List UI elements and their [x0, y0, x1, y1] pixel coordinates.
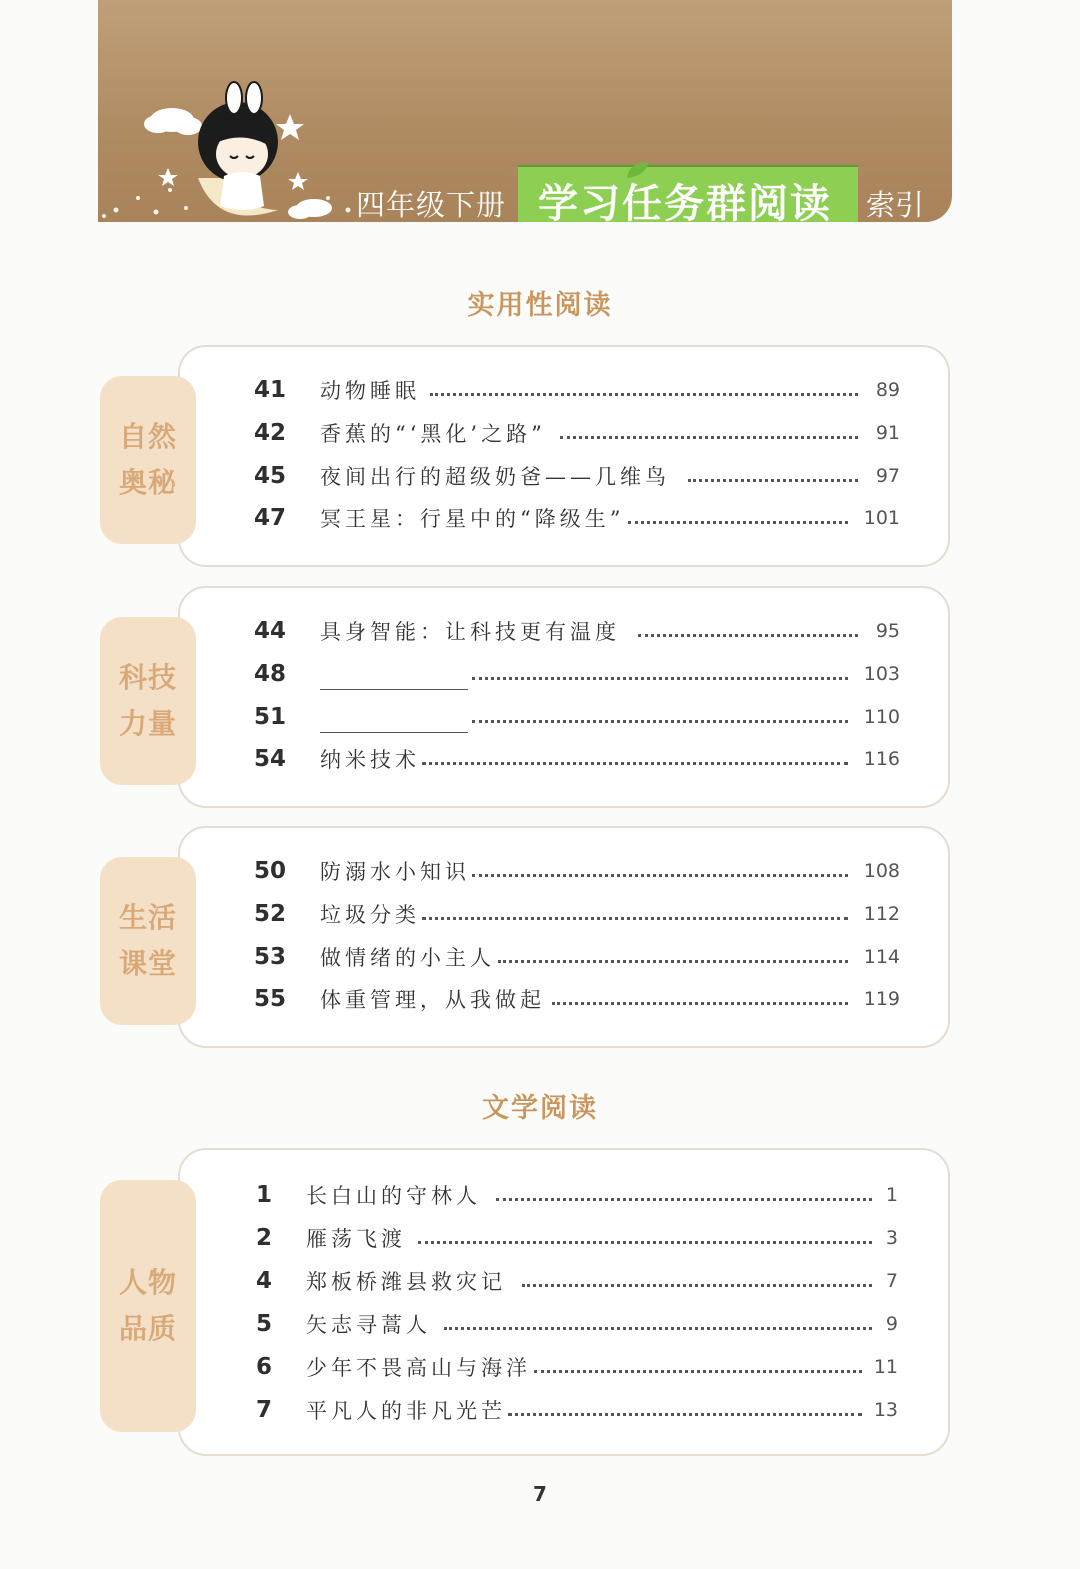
toc-entry[interactable]: [180, 1260, 948, 1302]
entry-title: 体重管理，从我做起: [320, 988, 545, 1012]
entry-number: 45: [254, 463, 287, 489]
page-number: 7: [533, 1482, 547, 1506]
entry-title: 少年不畏高山与海洋: [306, 1356, 531, 1380]
group-tab-life: [100, 857, 196, 1025]
group-card-character: [178, 1148, 950, 1456]
group-label: 品质: [118, 1312, 177, 1345]
entry-number: 4: [256, 1268, 273, 1294]
group-label: 课堂: [118, 947, 177, 980]
group-label: 人物: [118, 1266, 177, 1299]
entry-page: 7: [885, 1270, 898, 1292]
entry-page: 1: [885, 1184, 898, 1206]
toc-entry[interactable]: [180, 936, 948, 978]
dot-leader: [508, 1413, 862, 1416]
book-title: 学习任务群阅读: [538, 181, 832, 222]
entry-number: 51: [254, 704, 287, 730]
entry-page: 9: [885, 1313, 898, 1335]
entry-title: 平凡人的非凡光芒: [306, 1399, 506, 1423]
toc-entry[interactable]: [180, 369, 948, 411]
entry-number: 53: [254, 944, 287, 970]
entry-title: 香蕉的“‘黑化’之路”: [320, 422, 546, 446]
dot-leader: [444, 1327, 872, 1330]
entry-title: 纳米技术: [320, 748, 420, 772]
dot-leader: [418, 1241, 872, 1244]
entry-number: 47: [254, 505, 287, 531]
entry-title: 长白山的守林人: [306, 1184, 481, 1208]
entry-number: 50: [254, 858, 287, 884]
toc-entry[interactable]: [180, 1303, 948, 1345]
entry-title: 冥王星：行星中的“降级生”: [320, 507, 625, 531]
group-label: 科技: [118, 661, 177, 694]
dot-leader: [430, 393, 858, 396]
entry-page: 108: [863, 860, 900, 882]
entry-page: 101: [863, 507, 900, 529]
dot-leader: [496, 1198, 872, 1201]
dot-leader: [638, 634, 858, 637]
entry-number: 42: [254, 420, 287, 446]
entry-title: 做情绪的小主人: [320, 946, 495, 970]
dot-leader: [688, 479, 858, 482]
dot-leader: [534, 1370, 862, 1373]
entry-number: 55: [254, 986, 287, 1012]
dot-leader: [472, 874, 848, 877]
group-label: 力量: [118, 707, 177, 740]
toc-entry[interactable]: [180, 412, 948, 454]
dot-leader: [552, 1002, 848, 1005]
entry-page: 110: [863, 706, 900, 728]
index-label: 索引: [866, 188, 925, 222]
dot-leader: [560, 436, 858, 439]
toc-entry[interactable]: [180, 497, 948, 539]
entry-page: 114: [863, 946, 900, 968]
entry-number: 6: [256, 1354, 273, 1380]
section-heading-literary: 文学阅读: [482, 1093, 598, 1124]
entry-page: 97: [875, 465, 900, 487]
entry-page: 11: [873, 1356, 898, 1378]
header-banner: [98, 0, 952, 222]
group-tab-technology: [100, 617, 196, 785]
toc-entry[interactable]: [180, 610, 948, 652]
entry-number: 1: [256, 1182, 273, 1208]
group-tab-nature: [100, 376, 196, 544]
toc-entry[interactable]: [180, 1389, 948, 1431]
entry-number: 52: [254, 901, 287, 927]
toc-entry[interactable]: [180, 1346, 948, 1388]
fill-in-blank-line: [320, 732, 468, 733]
group-card-nature: [178, 345, 950, 567]
entry-page: 95: [875, 620, 900, 642]
group-label: 自然: [118, 420, 177, 453]
entry-page: 119: [863, 988, 900, 1010]
dot-leader: [628, 521, 848, 524]
group-card-technology: [178, 586, 950, 808]
toc-entry[interactable]: [180, 696, 948, 738]
dot-leader: [422, 917, 848, 920]
toc-entry[interactable]: [180, 978, 948, 1020]
toc-entry[interactable]: [180, 1174, 948, 1216]
entry-number: 44: [254, 618, 287, 644]
entry-page: 13: [873, 1399, 898, 1421]
dot-leader: [422, 762, 848, 765]
section-heading-practical: 实用性阅读: [467, 290, 613, 321]
entry-title: 防溺水小知识: [320, 860, 470, 884]
entry-page: 89: [875, 379, 900, 401]
dot-leader: [472, 720, 848, 723]
dot-leader: [498, 960, 848, 963]
toc-entry[interactable]: [180, 455, 948, 497]
toc-entry[interactable]: [180, 893, 948, 935]
toc-entry[interactable]: [180, 1217, 948, 1259]
grade-label: 四年级下册: [356, 188, 507, 222]
entry-number: 48: [254, 661, 287, 687]
toc-entry[interactable]: [180, 850, 948, 892]
entry-number: 2: [256, 1225, 273, 1251]
entry-number: 5: [256, 1311, 273, 1337]
toc-entry[interactable]: [180, 738, 948, 780]
dot-leader: [522, 1284, 872, 1287]
entry-number: 54: [254, 746, 287, 772]
group-label: 奥秘: [118, 466, 177, 499]
entry-page: 116: [863, 748, 900, 770]
entry-title: 雁荡飞渡: [306, 1227, 406, 1251]
group-label: 生活: [118, 901, 177, 934]
toc-entry[interactable]: [180, 653, 948, 695]
entry-title: 郑板桥潍县救灾记: [306, 1270, 506, 1294]
dot-leader: [472, 677, 848, 680]
entry-page: 112: [863, 903, 900, 925]
entry-number: 41: [254, 377, 287, 403]
entry-title: 矢志寻蒿人: [306, 1313, 431, 1337]
fill-in-blank-line: [320, 689, 468, 690]
entry-title: 垃圾分类: [320, 903, 420, 927]
entry-page: 3: [885, 1227, 898, 1249]
entry-number: 7: [256, 1397, 273, 1423]
entry-page: 103: [863, 663, 900, 685]
group-card-life: [178, 826, 950, 1048]
entry-title: 具身智能：让科技更有温度: [320, 620, 620, 644]
entry-title: 动物睡眠: [320, 379, 420, 403]
entry-title: 夜间出行的超级奶爸——几维鸟: [320, 465, 670, 489]
entry-page: 91: [875, 422, 900, 444]
group-tab-character: [100, 1180, 196, 1432]
